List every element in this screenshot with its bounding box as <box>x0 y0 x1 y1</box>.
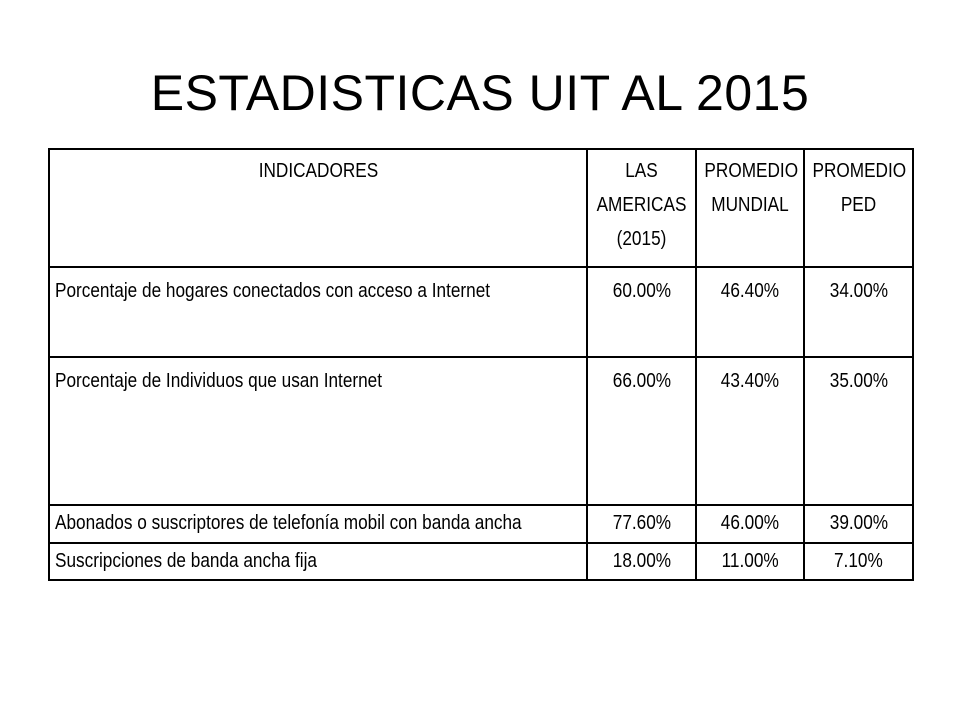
row-americas-cell <box>587 543 696 580</box>
table-row <box>49 357 913 505</box>
header-indicadores-label: INDICADORES <box>258 160 378 182</box>
table-row <box>49 267 913 357</box>
row-ped-value: 35.00% <box>829 370 888 392</box>
row-americas-value: 60.00% <box>612 280 671 302</box>
row-ped-value: 34.00% <box>829 280 888 302</box>
header-ped-line2: PED <box>840 194 877 216</box>
header-promedio-mundial <box>696 149 804 267</box>
header-las-americas <box>587 149 696 267</box>
row-indicador: Suscripciones de banda ancha fija <box>55 550 318 572</box>
table-row <box>49 543 913 580</box>
row-ped-cell <box>804 357 913 505</box>
slide-title: ESTADISTICAS UIT AL 2015 <box>150 65 810 121</box>
header-americas-line1: LAS <box>625 160 658 182</box>
row-indicador: Abonados o suscriptores de telefonía mobil con banda ancha <box>55 512 522 534</box>
header-mundial-line2: MUNDIAL <box>711 194 789 216</box>
row-mundial-cell <box>696 543 804 580</box>
row-indicador-cell <box>49 357 587 505</box>
row-americas-value: 18.00% <box>612 550 671 572</box>
row-americas-value: 66.00% <box>612 370 671 392</box>
row-indicador-cell <box>49 543 587 580</box>
row-ped-cell <box>804 267 913 357</box>
row-ped-cell <box>804 505 913 543</box>
row-ped-value: 7.10% <box>834 550 883 572</box>
row-mundial-cell <box>696 357 804 505</box>
header-americas-line3: (2015) <box>616 228 667 250</box>
row-americas-value: 77.60% <box>612 512 671 534</box>
header-ped-line1: PROMEDIO <box>812 160 907 182</box>
header-indicadores <box>49 149 587 267</box>
row-mundial-value: 46.40% <box>720 280 780 302</box>
row-indicador: Porcentaje de hogares conectados con acceso a Internet <box>55 280 491 302</box>
table-header-row <box>49 149 913 267</box>
statistics-table <box>48 148 914 581</box>
row-mundial-value: 46.00% <box>720 512 780 534</box>
row-mundial-cell <box>696 505 804 543</box>
header-promedio-ped <box>804 149 913 267</box>
row-indicador-cell <box>49 267 587 357</box>
row-americas-cell <box>587 267 696 357</box>
row-mundial-value: 11.00% <box>721 550 779 572</box>
row-americas-cell <box>587 357 696 505</box>
row-indicador: Porcentaje de Individuos que usan Internet <box>55 370 383 392</box>
row-indicador-cell <box>49 505 587 543</box>
row-americas-cell <box>587 505 696 543</box>
header-mundial-line1: PROMEDIO <box>704 160 799 182</box>
row-ped-cell <box>804 543 913 580</box>
row-mundial-value: 43.40% <box>720 370 780 392</box>
row-mundial-cell <box>696 267 804 357</box>
row-ped-value: 39.00% <box>829 512 888 534</box>
header-americas-line2: AMERICAS <box>596 194 687 216</box>
table-row <box>49 505 913 543</box>
